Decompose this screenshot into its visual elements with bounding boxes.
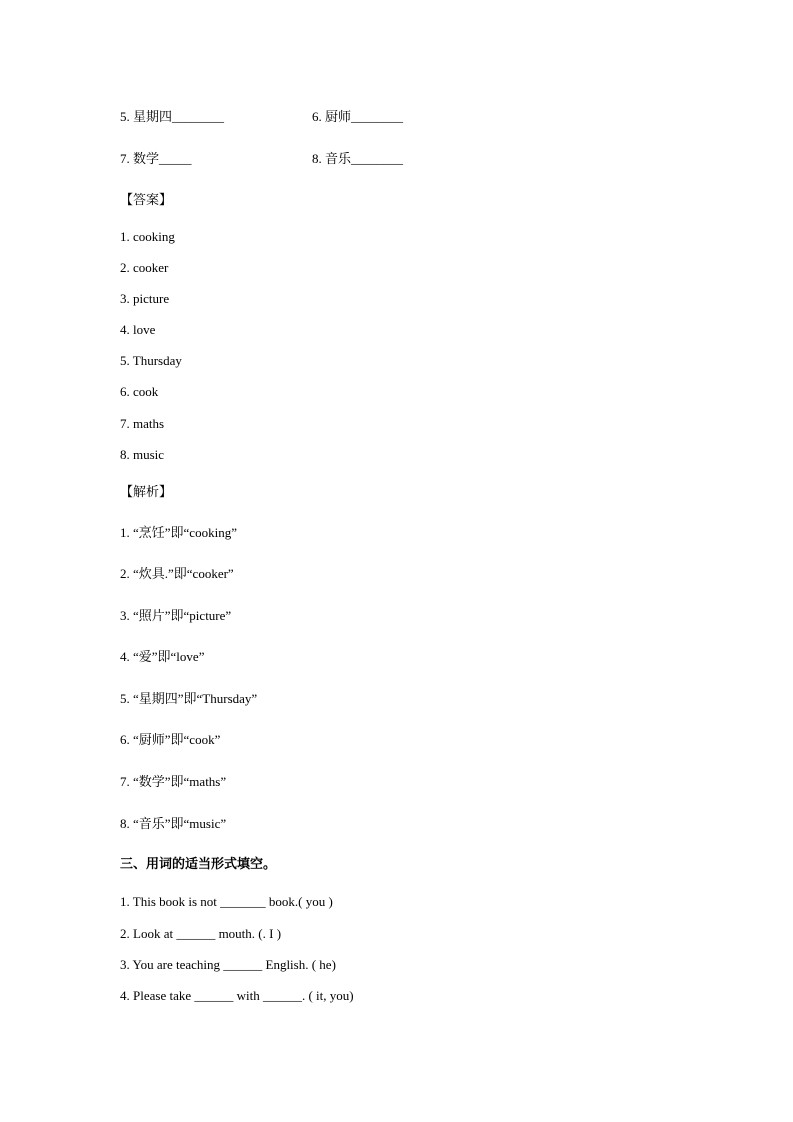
analysis-item: 8. “音乐”即“music” bbox=[120, 816, 227, 831]
answer-item: 4. love bbox=[120, 322, 156, 337]
answer-item: 1. cooking bbox=[120, 229, 175, 244]
exercise-item: 4. Please take ______ with ______. ( it, you) bbox=[120, 988, 354, 1003]
vocab-item-6: 6. 厨师________ bbox=[312, 109, 404, 124]
answer-item: 6. cook bbox=[120, 384, 159, 399]
answer-item: 5. Thursday bbox=[120, 353, 182, 368]
analysis-item: 7. “数学”即“maths” bbox=[120, 774, 227, 789]
exercise-item: 1. This book is not _______ book.( you ) bbox=[120, 894, 333, 909]
exercise-item: 3. You are teaching ______ English. ( he) bbox=[120, 957, 336, 972]
answer-item: 3. picture bbox=[120, 291, 170, 306]
answer-heading: 【答案】 bbox=[120, 192, 173, 207]
answer-item: 7. maths bbox=[120, 416, 165, 431]
answer-item: 8. music bbox=[120, 447, 165, 462]
vocab-item-5: 5. 星期四________ bbox=[120, 109, 225, 124]
analysis-item: 6. “厨师”即“cook” bbox=[120, 732, 221, 747]
answer-item: 2. cooker bbox=[120, 260, 169, 275]
analysis-item: 5. “星期四”即“Thursday” bbox=[120, 691, 258, 706]
vocab-item-7: 7. 数学_____ bbox=[120, 151, 192, 166]
analysis-item: 1. “烹饪”即“cooking” bbox=[120, 525, 237, 540]
analysis-item: 2. “炊具.”即“cooker” bbox=[120, 566, 234, 581]
analysis-heading: 【解析】 bbox=[120, 484, 173, 499]
analysis-item: 3. “照片”即“picture” bbox=[120, 608, 232, 623]
section-3-title: 三、用词的适当形式填空。 bbox=[120, 857, 277, 872]
vocab-item-8: 8. 音乐________ bbox=[312, 151, 404, 166]
analysis-item: 4. “爱”即“love” bbox=[120, 649, 205, 664]
exercise-item: 2. Look at ______ mouth. (. I ) bbox=[120, 926, 282, 941]
